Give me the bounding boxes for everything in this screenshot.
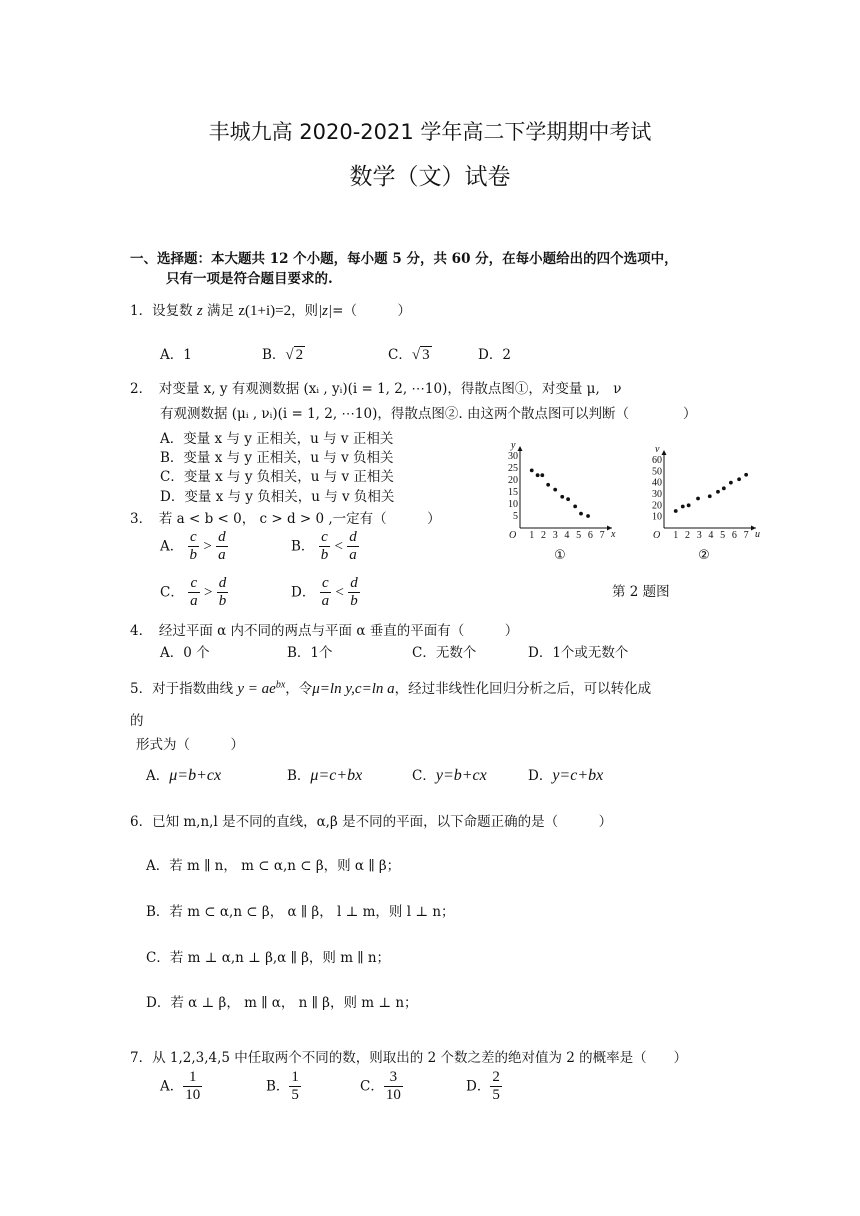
- question-3: 3． 若 a < b < 0， c > d > 0 ,一定有（ ）: [130, 511, 441, 527]
- q3-d-frac1: [320, 575, 332, 611]
- plot2-point: [674, 509, 678, 513]
- q5-line1b: ，令: [285, 681, 313, 697]
- plot2-xtick-3: 3: [696, 530, 702, 541]
- q3-a-frac2: [216, 529, 228, 565]
- q1-option-b: [262, 343, 305, 364]
- q3-option-c: [160, 575, 228, 611]
- plot1-ytick-30: 30: [508, 451, 518, 462]
- q1-option-c: [388, 343, 432, 364]
- plot1-point: [536, 473, 540, 477]
- q5-option-d: [528, 764, 603, 785]
- plot2-xtick-4: 4: [708, 530, 714, 541]
- q5-option-a: [146, 764, 221, 785]
- q3-b-frac1: [319, 529, 331, 565]
- plot1-point: [553, 488, 557, 492]
- question-5-line3: 形式为（ ）: [136, 737, 244, 753]
- question-4: 4． 经过平面 α 内不同的两点与平面 α 垂直的平面有（ ）: [130, 623, 519, 639]
- q1-then: ，则: [291, 303, 319, 319]
- plot2-ytick-10: 10: [652, 511, 662, 523]
- q3-option-c-label: C．: [160, 584, 184, 601]
- plot1-xtick-6: 6: [587, 530, 593, 541]
- q7-option-a: [160, 1069, 202, 1105]
- q4-option-a: A．0 个: [160, 645, 210, 661]
- q5-option-b-eq: μ=c+bx: [310, 767, 363, 784]
- plot2-ytick-30: 30: [652, 489, 662, 500]
- q5-eq1-sup: bx: [275, 679, 286, 691]
- plot1-y-axis-label: y: [511, 442, 516, 451]
- plot2-point: [729, 481, 733, 485]
- plot1-point: [573, 505, 577, 509]
- q3-d-frac2-num: d: [348, 575, 360, 593]
- q3-a-frac2-num: d: [216, 529, 228, 547]
- q1-option-b-sqrt: √ 2: [285, 347, 304, 363]
- section-heading-line2: 只有一项是符合题目要求的.: [166, 271, 333, 287]
- q5-option-a-label: A．: [146, 768, 170, 784]
- q6-option-d: D．若 α ⊥ β， m ∥ α， n ∥ β，则 m ⊥ n；: [146, 995, 418, 1011]
- plot1-ytick-20: 20: [508, 475, 518, 486]
- q1-option-d: D．2: [478, 347, 511, 363]
- plot1-y-arrow: [518, 446, 523, 451]
- plot2-xtick-1: 1: [673, 530, 679, 541]
- q2-option-d: D．变量 x 与 y 负相关，u 与 v 负相关: [160, 489, 395, 505]
- plot1-label: ①: [554, 548, 566, 562]
- q1-option-b-radicand: 2: [295, 347, 304, 363]
- q5-option-b: [287, 764, 362, 785]
- q4-option-b: B．1个: [287, 645, 333, 661]
- plot1-xtick-1: 1: [529, 530, 535, 541]
- q7-c-den: 10: [385, 1087, 401, 1104]
- q5-option-c-eq: y=b+cx: [435, 767, 487, 784]
- q3-a-frac1-den: b: [189, 547, 198, 564]
- q3-b-frac1-den: b: [320, 547, 329, 564]
- q3-option-d: [291, 575, 360, 611]
- plot2-origin: O: [653, 530, 661, 541]
- q3-d-frac1-den: a: [321, 593, 330, 610]
- q4-option-c: C．无数个: [412, 645, 477, 661]
- plot2-point: [744, 473, 748, 477]
- q5-option-d-eq: y=c+bx: [552, 767, 604, 784]
- plot2-point: [687, 503, 691, 507]
- plot1-point: [546, 483, 550, 487]
- q4-option-d: D．1个或无数个: [528, 645, 629, 661]
- q3-c-frac1-den: a: [190, 593, 198, 610]
- plot1-xtick-7: 7: [599, 530, 605, 541]
- q1-option-c-label: C．: [388, 347, 412, 363]
- plot1-point: [579, 512, 583, 516]
- q1-option-b-label: B．: [262, 347, 286, 363]
- question-2-line1: 2． 对变量 x, y 有观测数据 (xᵢ , yᵢ)(i = 1, 2, ⋯10)，得散点图①，对变量 μ, ν: [130, 381, 622, 397]
- q5-option-c-label: C．: [412, 768, 436, 784]
- section-heading-line1: 一、选择题：本大题共 12 个小题，每小题 5 分，共 60 分，在每小题给出的四个选项中，: [130, 251, 678, 267]
- q1-mid: 满足: [207, 303, 235, 319]
- q7-option-c: [360, 1069, 403, 1105]
- question-5-line2: 的: [130, 713, 144, 729]
- plot1-xtick-3: 3: [552, 530, 558, 541]
- q5-option-c: [412, 764, 487, 785]
- q5-eq1: y = ae: [237, 681, 276, 697]
- plot1-xtick-5: 5: [576, 530, 582, 541]
- plot2-ytick-50: 50: [652, 466, 662, 478]
- q7-a-num: 1: [183, 1069, 202, 1087]
- scatter-plot-1: [498, 442, 616, 562]
- q1-option-a: A．1: [160, 347, 192, 363]
- q7-b-den: 5: [291, 1087, 299, 1104]
- q3-d-op: <: [335, 584, 344, 601]
- q7-option-a-label: A．: [160, 1078, 184, 1095]
- q5-option-b-label: B．: [287, 768, 311, 784]
- q1-prefix: 1．设复数: [130, 303, 193, 319]
- q3-c-op: >: [203, 584, 213, 601]
- plot2-xtick-7: 7: [743, 530, 749, 541]
- q1-option-c-radicand: 3: [422, 347, 430, 363]
- q2-option-c: C．变量 x 与 y 负相关，u 与 v 正相关: [160, 469, 394, 485]
- plot2-xtick-5: 5: [720, 530, 726, 541]
- plot1-point: [566, 497, 570, 501]
- q3-b-frac2: [347, 529, 359, 565]
- q7-option-c-label: C．: [360, 1078, 384, 1095]
- q7-option-b-label: B．: [266, 1078, 290, 1095]
- exam-subtitle: 数学（文）试卷: [349, 164, 511, 190]
- q3-d-frac1-num: c: [320, 575, 332, 593]
- question-7: 7．从 1,2,3,4,5 中任取两个不同的数，则取出的 2 个数之差的绝对值为 2 的概率是（ ）: [130, 1050, 688, 1066]
- plot1-ytick-15: 15: [508, 487, 518, 498]
- plot2-ytick-40: 40: [652, 477, 662, 489]
- q7-option-d: [466, 1069, 502, 1105]
- q7-d-num: 2: [490, 1069, 502, 1087]
- plot2-label: ②: [698, 548, 710, 562]
- question-1: [130, 299, 411, 320]
- q6-option-b: B．若 m ⊂ α,n ⊂ β， α ∥ β， l ⊥ m，则 l ⊥ n；: [146, 904, 455, 920]
- q3-c-frac2-num: d: [217, 575, 229, 593]
- plot2-x-axis-label: u: [755, 529, 760, 540]
- q3-a-frac1: [188, 529, 200, 565]
- plot2-y-axis-label: v: [655, 446, 660, 455]
- plot2-point: [681, 505, 685, 509]
- q3-c-frac1-num: c: [188, 575, 200, 593]
- plot1-x-axis-label: x: [611, 529, 616, 540]
- plot1-origin: O: [509, 530, 517, 541]
- q7-d-den: 5: [492, 1087, 500, 1104]
- plot1-point: [530, 469, 534, 473]
- q5-option-d-label: D．: [528, 768, 553, 784]
- question-6: 6．已知 m,n,l 是不同的直线，α,β 是不同的平面，以下命题正确的是（ ）: [130, 814, 613, 830]
- plot2-ytick-20: 20: [652, 500, 662, 512]
- q5-line1a: 5．对于指数曲线: [130, 681, 234, 697]
- q1-option-c-sqrt: √ 3: [411, 347, 430, 363]
- q5-option-a-eq: μ=b+cx: [169, 767, 222, 784]
- plot1-point: [540, 473, 544, 477]
- q7-b-num: 1: [289, 1069, 301, 1087]
- plot2-y-arrow: [662, 450, 667, 455]
- q3-option-d-label: D．: [291, 584, 316, 601]
- q1-equation: z(1+i)=2: [238, 303, 292, 319]
- q5-line1c: ，经过非线性化回归分析之后，可以转化成: [394, 681, 652, 697]
- plot1-xtick-2: 2: [540, 530, 546, 541]
- q3-d-frac2: [348, 575, 360, 611]
- plot2-point: [708, 494, 712, 498]
- plot2-point: [737, 477, 741, 481]
- q3-b-frac2-num: d: [347, 529, 359, 547]
- q3-c-frac2-den: b: [218, 593, 227, 610]
- plot1-point: [560, 495, 564, 499]
- plot2-point: [716, 490, 720, 494]
- q3-a-frac1-num: c: [188, 529, 200, 547]
- q3-option-a: [160, 529, 228, 565]
- plot2-xtick-6: 6: [731, 530, 737, 541]
- plot1-xtick-4: 4: [564, 530, 570, 541]
- q7-a-den: 10: [185, 1087, 201, 1104]
- q2-option-a: A．变量 x 与 y 正相关，u 与 v 正相关: [160, 431, 394, 447]
- q3-b-frac2-den: a: [349, 547, 357, 564]
- scatter-plot-2: [642, 446, 760, 562]
- q3-option-b-label: B．: [291, 538, 315, 555]
- q3-b-frac1-num: c: [319, 529, 331, 547]
- plot1-ytick-10: 10: [508, 499, 518, 510]
- plot2-ytick-60: 60: [652, 455, 662, 466]
- q3-d-frac2-den: b: [350, 593, 358, 610]
- q6-option-c: C．若 m ⊥ α,n ⊥ β,α ∥ β，则 m ∥ n；: [146, 950, 391, 966]
- q7-d-frac: [490, 1069, 502, 1105]
- q7-a-frac: [183, 1069, 202, 1105]
- q7-b-frac: [289, 1069, 301, 1105]
- q3-c-frac1: [188, 575, 200, 611]
- q3-a-frac2-den: a: [218, 547, 226, 564]
- q1-abs: |z|: [318, 303, 333, 319]
- q3-option-a-label: A．: [160, 538, 184, 555]
- q3-option-b: [291, 529, 359, 565]
- q1-z: z: [196, 303, 203, 319]
- plot1-point: [586, 514, 590, 518]
- figure-caption: 第 2 题图: [612, 584, 670, 600]
- question-5-line1: [130, 677, 651, 698]
- q7-c-frac: [384, 1069, 403, 1105]
- q5-eq2: μ=ln y,c=ln a: [312, 681, 395, 697]
- q6-option-a: A．若 m ∥ n， m ⊂ α,n ⊂ β，则 α ∥ β；: [146, 858, 401, 874]
- exam-title: 丰城九高 2020-2021 学年高二下学期期中考试: [208, 120, 652, 144]
- plot1-ytick-5: 5: [513, 511, 518, 522]
- q3-b-op: <: [334, 538, 343, 555]
- q2-option-b: B．变量 x 与 y 正相关，u 与 v 负相关: [160, 450, 394, 466]
- q7-option-b: [266, 1069, 301, 1105]
- q7-option-d-label: D．: [466, 1078, 491, 1095]
- q7-c-num: 3: [384, 1069, 403, 1087]
- plot1-ytick-25: 25: [508, 463, 518, 474]
- plot2-xtick-2: 2: [684, 530, 690, 541]
- q3-a-op: >: [203, 538, 212, 555]
- plot2-point: [696, 497, 700, 501]
- plot2-point: [722, 486, 726, 490]
- q1-tail: =（ ）: [332, 303, 411, 319]
- question-2-line2: 有观测数据 (μᵢ , νᵢ)(i = 1, 2, ⋯10)，得散点图②. 由这两个散点图可以判断（ ）: [160, 406, 697, 422]
- q3-c-frac2: [217, 575, 229, 611]
